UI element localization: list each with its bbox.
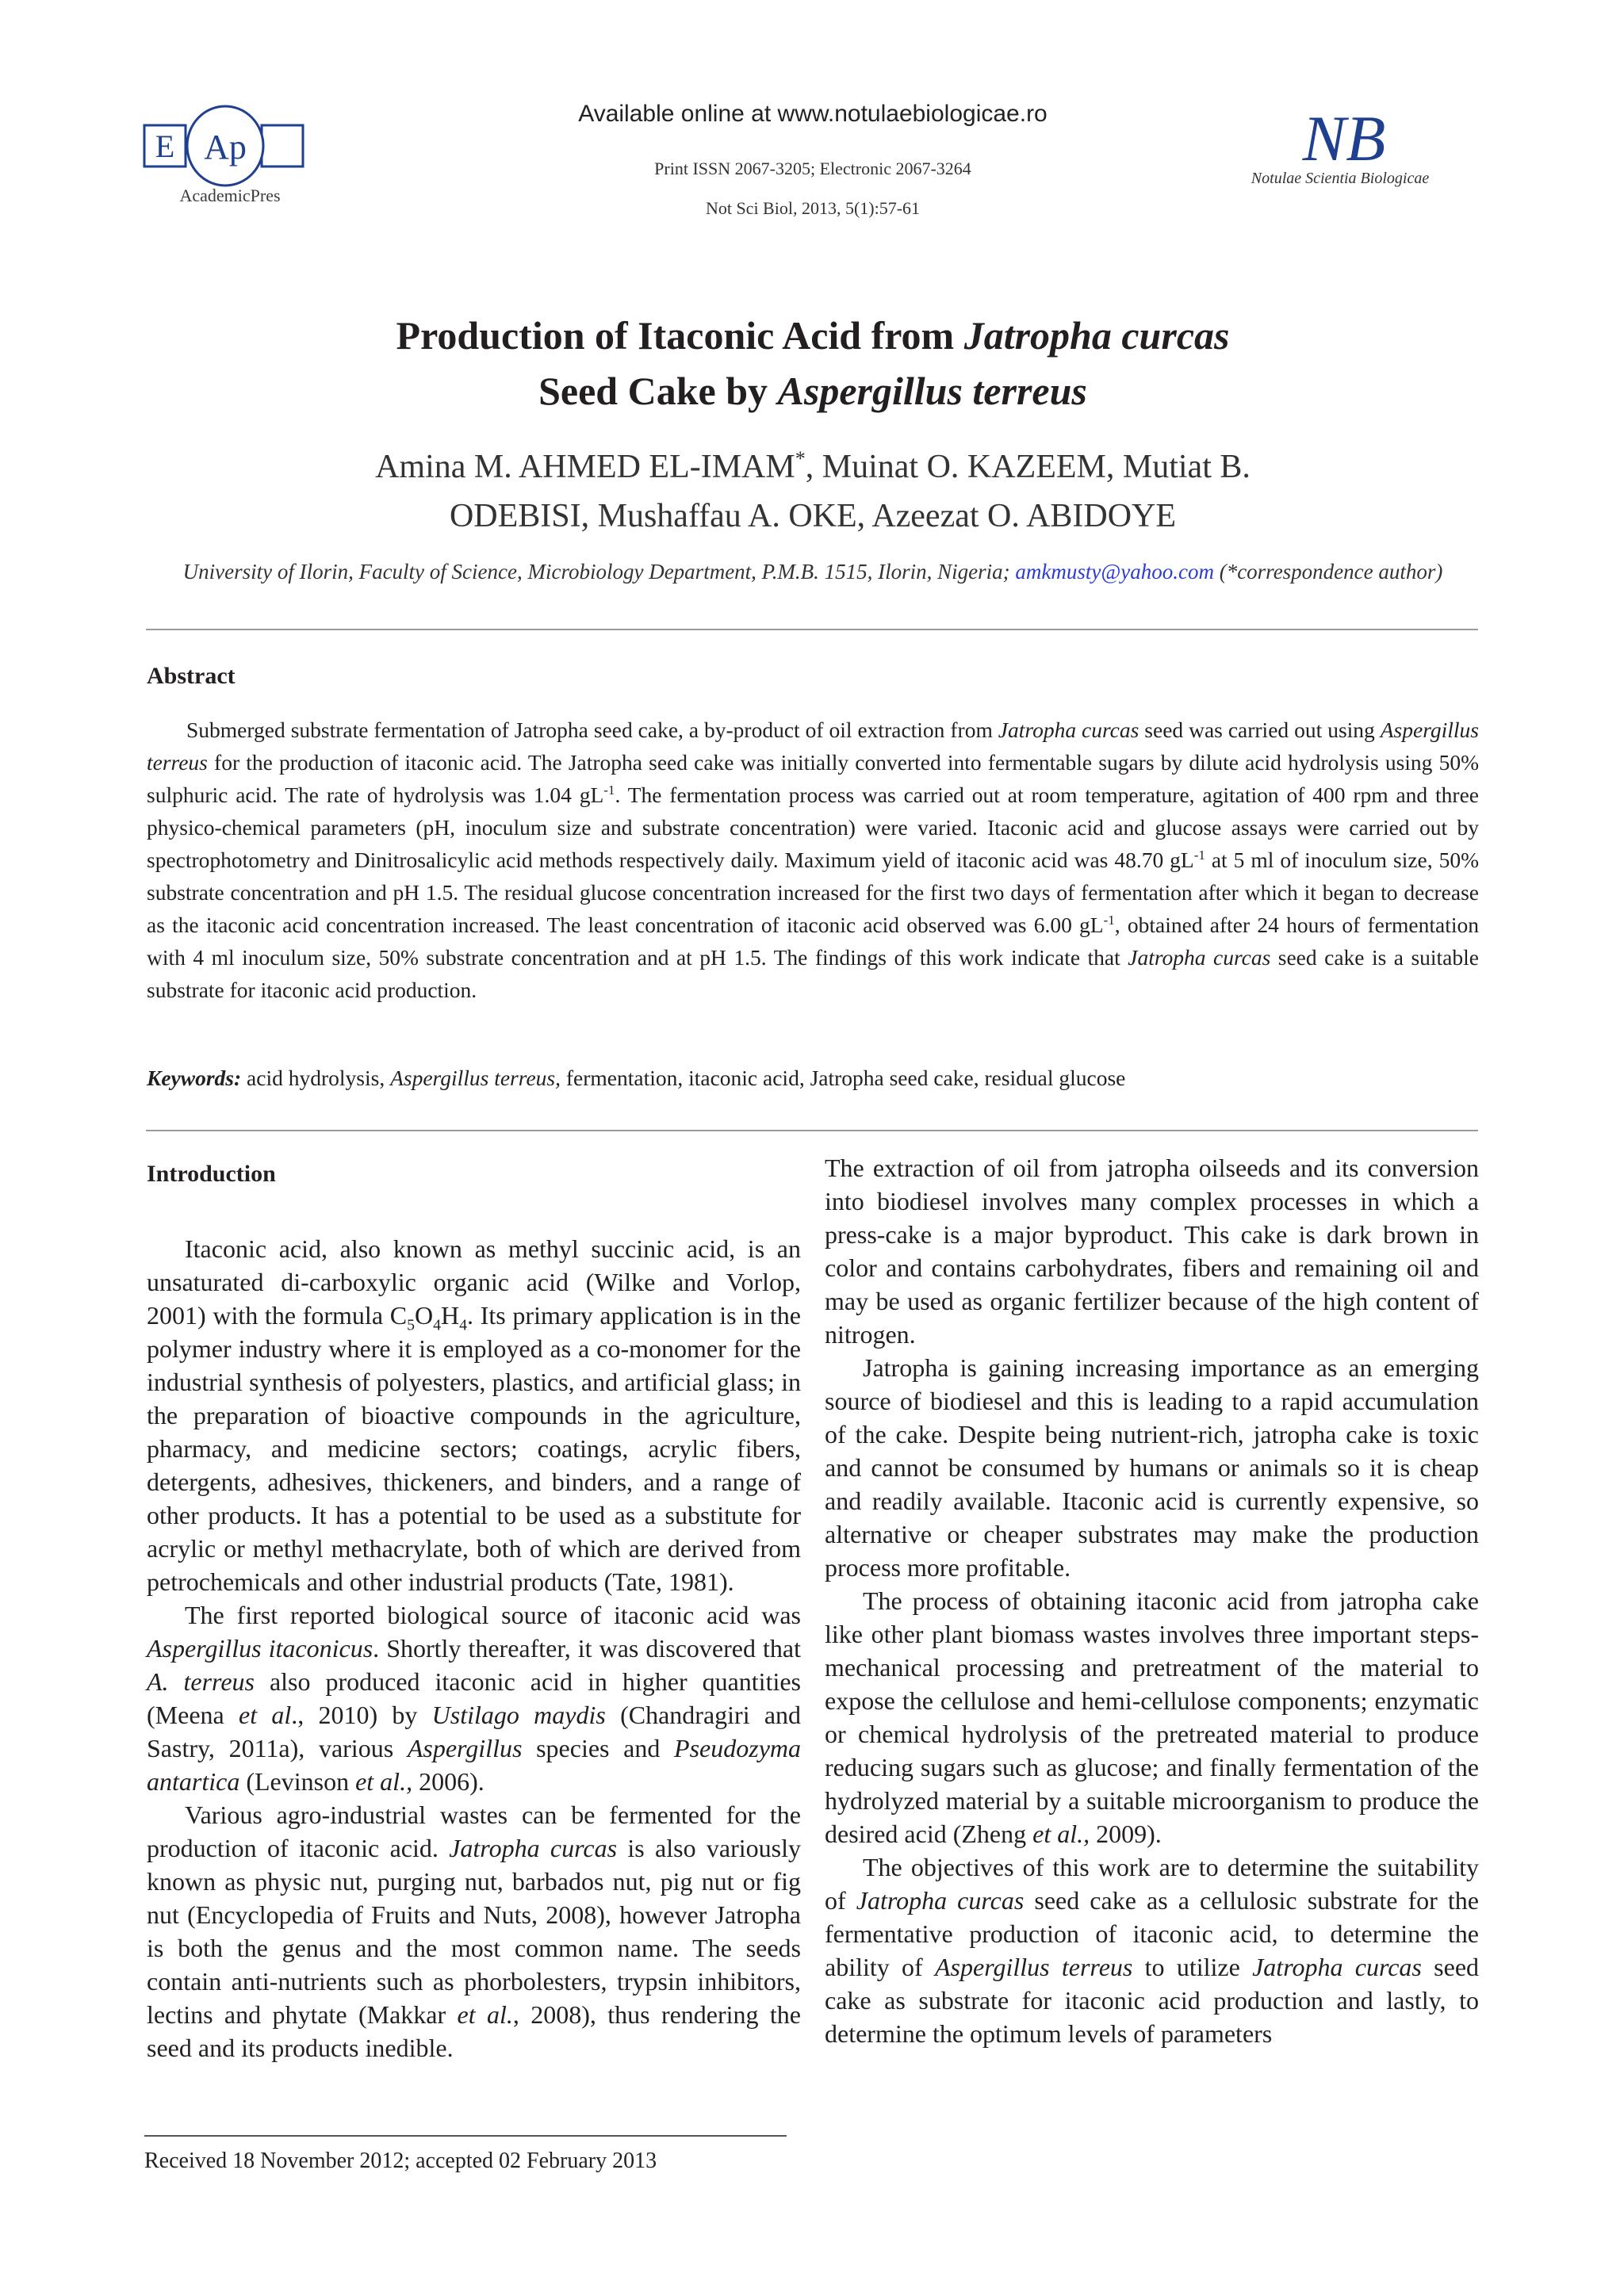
intro-paragraph-7: The objectives of this work are to determine the suitability of Jatropha curcas seed cake as a cellulosic substrate for the fermentative production of itaconic acid, to determine the ability of Aspergillus terreus to utilize Jatropha curcas seed cake as substrate for itaconic acid production and lastly, to determine the optimum levels of parameters xyxy=(825,1853,1480,2048)
keywords-label: Keywords: xyxy=(147,1066,242,1090)
notulae-logo-mark xyxy=(1261,103,1427,174)
issn-line: Print ISSN 2067-3205; Electronic 2067-3264 xyxy=(654,159,971,178)
notulae-logo xyxy=(1261,103,1427,174)
authors-line-1: Amina M. AHMED EL-IMAM xyxy=(375,449,795,485)
article-title xyxy=(238,308,1388,419)
citation-line: Not Sci Biol, 2013, 5(1):57-61 xyxy=(705,198,921,218)
affiliation-text: University of Ilorin, Faculty of Science, Microbiology Department, P.M.B. 1515, Ilorin, Nigeria; xyxy=(182,560,1016,584)
available-online-link[interactable]: Available online at www.notulaebiologicae.ro xyxy=(578,101,1048,127)
affiliation xyxy=(119,560,1507,584)
correspondence-star: * xyxy=(795,447,806,470)
right-column xyxy=(825,1151,1479,2050)
left-column xyxy=(147,1158,801,2064)
intro-paragraph-1: Itaconic acid, also known as methyl succinic acid, is an unsaturated di-carboxylic organic acid (Wilke and Vorlop, 2001) with the formula $C_5O_4H_4$. Its primary application is in the polymer industry where it is employed as a co-monomer for the industrial synthesis of polyesters, plastics, and artificial glass; in the preparation of bioactive compounds in the agriculture, pharmacy, and medicine sectors; coatings, acrylic fibers, detergents, adhesives, thickeners, and binders, and a range of other products. It has a potential to be used as a substitute for acrylic or methyl methacrylate, both of which are derived from petrochemicals and other industrial products (Tate, 1981). xyxy=(147,1234,802,1596)
logo-monogram-nb: NB xyxy=(1302,103,1386,174)
notulae-caption: Notulae Scientia Biologicae xyxy=(1251,170,1430,187)
intro-paragraph-2: The first reported biological source of itaconic acid was Aspergillus itaconicus. Shortly thereafter, it was discovered that A. terreus also produced itaconic acid in higher quantities (Meena et al., 2010) by Ustilago maydis (Chandragiri and Sastry, 2011a), various Aspergillus species and Pseudozyma antartica (Levinson et al., 2006). xyxy=(147,1601,802,1796)
introduction-heading: Introduction xyxy=(147,1161,276,1187)
academicpres-caption: AcademicPres xyxy=(179,186,281,205)
abstract-divider xyxy=(146,1130,1478,1131)
email-link[interactable]: amkmusty@yahoo.com xyxy=(1015,560,1214,584)
intro-paragraph-6: The process of obtaining itaconic acid from jatropha cake like other plant biomass wastes involves three important steps- mechanical processing and pretreatment of the material to expose the cellulose and hemi-cellulose components; enzymatic or chemical hydrolysis of the pretreated material to produce reducing sugars such as glucose; and finally fermentation of the hydrolyzed material by a suitable microorganism to produce the desired acid (Zheng et al., 2009). xyxy=(825,1586,1479,1848)
authors-line-2: ODEBISI, Mushaffau A. OKE, Azeezat O. ABIDOYE xyxy=(449,498,1177,534)
header-divider xyxy=(146,629,1478,630)
received-footnote: Received 18 November 2012; accepted 02 February 2013 xyxy=(144,2149,657,2173)
logo-letters-ap: Ap xyxy=(204,128,247,166)
author-list xyxy=(238,442,1388,541)
academicpres-logo-mark xyxy=(143,103,309,190)
intro-paragraph-5: Jatropha is gaining increasing importance as an emerging source of biodiesel and this is leading to a rapid accumulation of the cake. Despite being nutrient-rich, jatropha cake is toxic and cannot be consumed by humans or animals so it is cheap and readily available. Itaconic acid is currently expensive, so alternative or cheaper substrates may make the production process more profitable. xyxy=(825,1353,1479,1582)
abstract-heading: Abstract xyxy=(147,663,236,689)
authors-line-1-rest: , Muinat O. KAZEEM, Mutiat B. xyxy=(805,449,1251,485)
title-text-1: Production of Itaconic Acid from xyxy=(396,313,964,358)
footnote-divider xyxy=(144,2135,787,2137)
title-species-1: Jatropha curcas xyxy=(963,313,1230,358)
logo-letter-e: E xyxy=(155,128,175,164)
title-species-2: Aspergillus terreus xyxy=(777,369,1087,413)
intro-paragraph-4: The extraction of oil from jatropha oilseeds and its conversion into biodiesel involves many complex processes in which a press-cake is a major byproduct. This cake is dark brown in color and contains carbohydrates, fibers and remaining oil and may be used as organic fertilizer because of the high content of nitrogen. xyxy=(825,1154,1479,1349)
keywords: Keywords: acid hydrolysis, Aspergillus terreus, fermentation, itaconic acid, Jatropha seed cake, residual glucose xyxy=(147,1066,1126,1090)
title-text-2: Seed Cake by xyxy=(538,369,778,413)
intro-paragraph-3: Various agro-industrial wastes can be fermented for the production of itaconic acid. Jatropha curcas is also variously known as physic nut, purging nut, barbados nut, pig nut or fig nut (Encyclopedia of Fruits and Nuts, 2008), however Jatropha is both the genus and the most common name. The seeds contain anti-nutrients such as phorbolesters, trypsin inhibitors, lectins and phytate (Makkar et al., 2008), thus rendering the seed and its products inedible. xyxy=(147,1800,802,2062)
correspondence-note: (*correspondence author) xyxy=(1213,560,1443,584)
abstract-body: Submerged substrate fermentation of Jatropha seed cake, a by-product of oil extraction from Jatropha curcas seed was carried out using Aspergillus terreus for the production of itaconic acid. The Jatropha seed cake was initially converted into fermentable sugars by dilute acid hydrolysis using 50% sulphuric acid. The rate of hydrolysis was 1.04 $gL^{-1}$. The fermentation process was carried out at room temperature, agitation of 400 rpm and three physico-chemical parameters (pH, inoculum size and substrate concentration) were varied. Itaconic acid and glucose assays were carried out by spectrophotometry and Dinitrosalicylic acid methods respectively daily. Maximum yield of itaconic acid was 48.70 $gL^{-1}$ at 5 ml of inoculum size, 50% substrate concentration and pH 1.5. The residual glucose concentration increased for the first two days of fermentation after which it began to decrease as the itaconic acid concentration increased. The least concentration of itaconic acid observed was 6.00 $gL^{-1}$, obtained after 24 hours of fermentation with 4 ml inoculum size, 50% substrate concentration and at pH 1.5. The findings of this work indicate that Jatropha curcas seed cake is a suitable substrate for itaconic acid production. xyxy=(147,718,1480,1002)
